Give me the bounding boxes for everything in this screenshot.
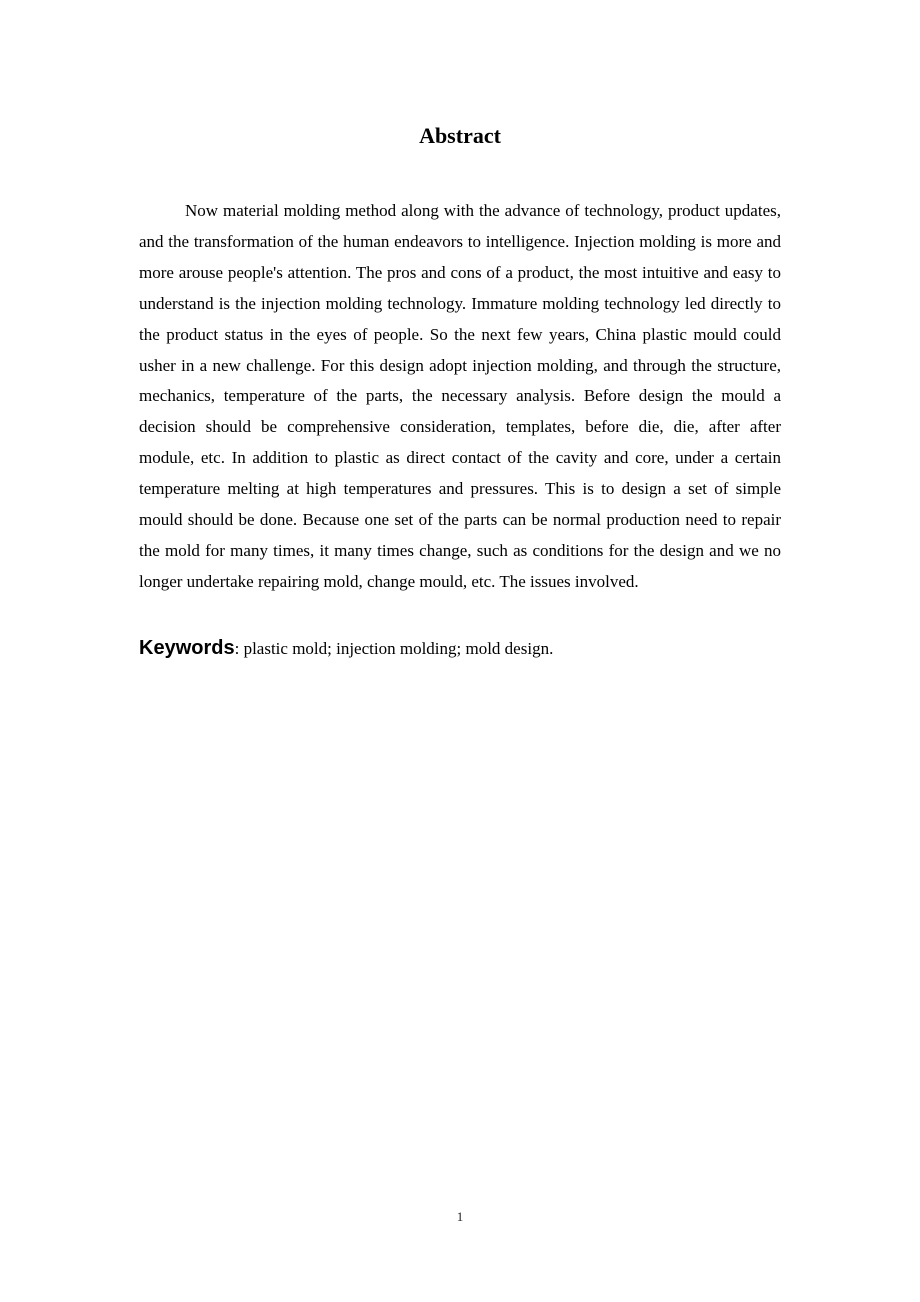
abstract-paragraph: Now material molding method along with the advance of technology, product updates, and the transformation of the human endeavors to intelligence. Injection molding is more and more arouse people's attention. The pros and cons of a product, the most intuitive and easy to understand is the injection molding technology. Immature molding technology led directly to the product status in the eyes of people. So the next few years, China plastic mould could usher in a new challenge. For this design adopt injection molding, and through the structure, mechanics, temperature of the parts, the necessary analysis. Before design the mould a decision should be comprehensive consideration, templates, before die, die, after after module, etc. In addition to plastic as direct contact of the cavity and core, under a certain temperature melting at high temperatures and pressures. This is to design a set of simple mould should be done. Because one set of the parts can be normal production need to repair the mold for many times, it many times change, such as conditions for the design and we no longer undertake repairing mold, change mould, etc. The issues involved. <box>139 201 781 591</box>
keywords-label: Keywords <box>139 637 235 659</box>
keywords-line <box>139 633 781 664</box>
page-title: Abstract <box>419 123 501 148</box>
keywords-list: : plastic mold; injection molding; mold design. <box>234 639 554 658</box>
page-number: 1 <box>456 1209 464 1224</box>
